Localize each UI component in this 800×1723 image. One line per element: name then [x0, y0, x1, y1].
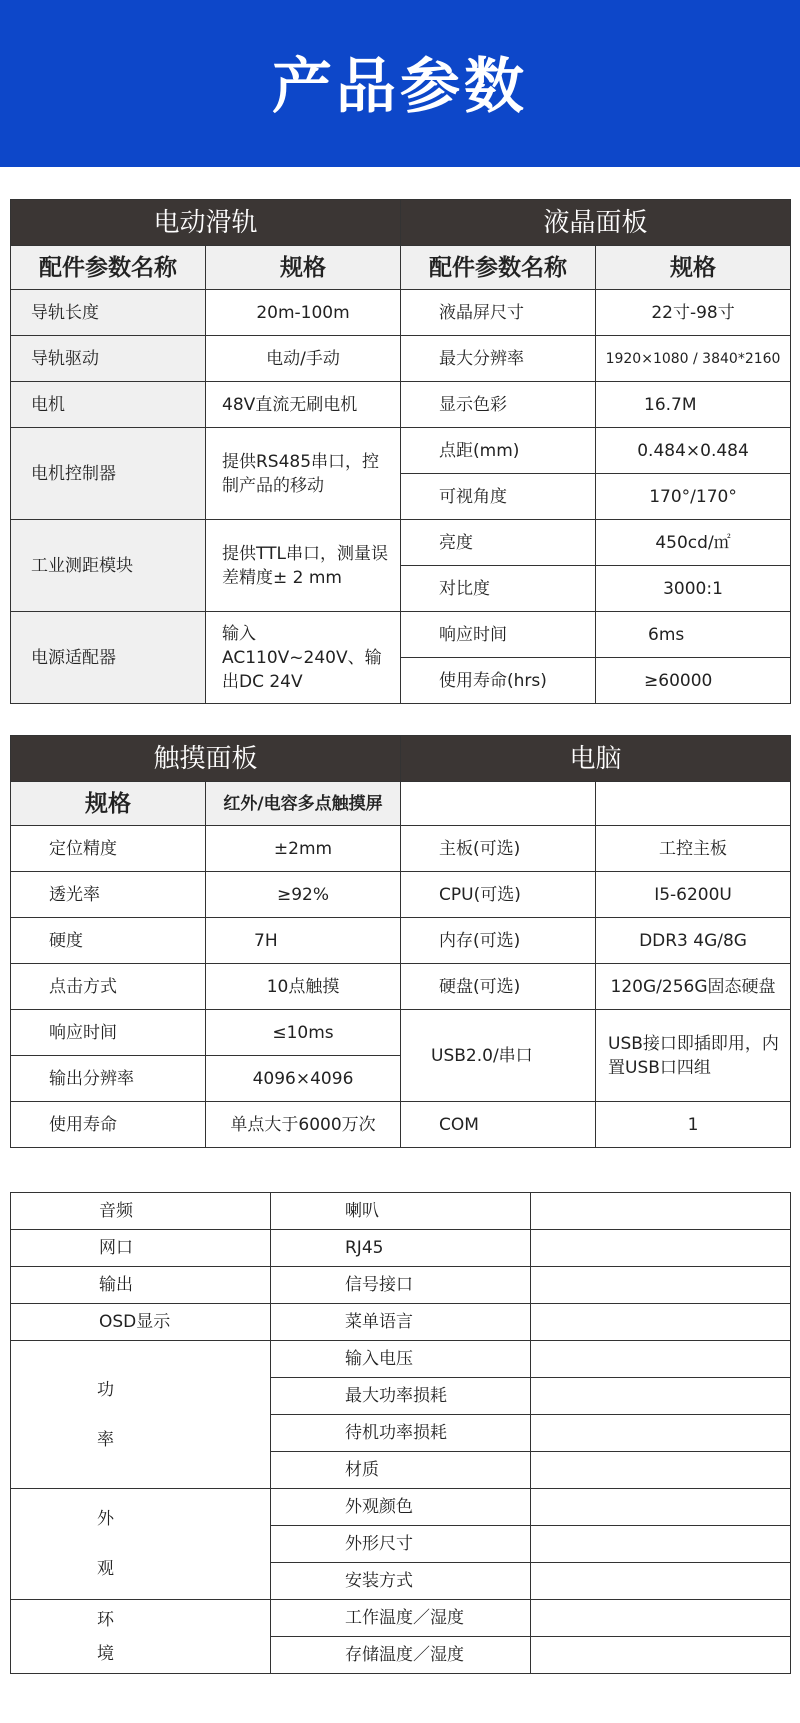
section-title-rail: 电动滑轨 — [11, 200, 401, 246]
touch-param-name: 透光率 — [11, 872, 206, 918]
pc-param-value: 1 — [596, 1102, 791, 1148]
general-category: 音频 — [11, 1193, 271, 1230]
general-item: 材质 — [271, 1452, 531, 1489]
pc-param-name: 硬盘(可选) — [401, 964, 596, 1010]
pc-param-value: I5-6200U — [596, 872, 791, 918]
general-value — [531, 1304, 791, 1341]
general-item: 喇叭 — [271, 1193, 531, 1230]
touch-param-name: 点击方式 — [11, 964, 206, 1010]
empty-cell — [596, 782, 791, 826]
pc-param-name: 内存(可选) — [401, 918, 596, 964]
lcd-param-name: 液晶屏尺寸 — [401, 290, 596, 336]
lcd-param-value: 22寸-98寸 — [596, 290, 791, 336]
general-value — [531, 1452, 791, 1489]
rail-param-name: 电机 — [11, 382, 206, 428]
rail-param-value: 输入AC110V~240V、输出DC 24V — [206, 612, 401, 704]
general-value — [531, 1637, 791, 1674]
col-header-name: 配件参数名称 — [11, 246, 206, 290]
lcd-param-name: 点距(mm) — [401, 428, 596, 474]
lcd-param-name: 响应时间 — [401, 612, 596, 658]
col-header-touch-type: 红外/电容多点触摸屏 — [206, 782, 401, 826]
general-item: 安装方式 — [271, 1563, 531, 1600]
rail-param-value: 20m-100m — [206, 290, 401, 336]
rail-param-value: 提供TTL串口，测量误差精度± 2 mm — [206, 520, 401, 612]
pc-param-name: USB2.0/串口 — [401, 1010, 596, 1102]
spec-table-rail-lcd — [10, 199, 791, 704]
lcd-param-value: 1920×1080 / 3840*2160 — [596, 336, 791, 382]
rail-param-name: 导轨长度 — [11, 290, 206, 336]
lcd-param-value: 16.7M — [596, 382, 791, 428]
general-item: 存储温度／湿度 — [271, 1637, 531, 1674]
lcd-param-value: 450cd/㎡ — [596, 520, 791, 566]
general-item: 菜单语言 — [271, 1304, 531, 1341]
general-value — [531, 1341, 791, 1378]
col-header-name: 配件参数名称 — [401, 246, 596, 290]
general-value — [531, 1415, 791, 1452]
pc-param-name: CPU(可选) — [401, 872, 596, 918]
lcd-param-name: 最大分辨率 — [401, 336, 596, 382]
spec-table-general — [10, 1192, 791, 1674]
lcd-param-value: 0.484×0.484 — [596, 428, 791, 474]
touch-param-value: 10点触摸 — [206, 964, 401, 1010]
rail-param-name: 工业测距模块 — [11, 520, 206, 612]
rail-param-name: 电源适配器 — [11, 612, 206, 704]
spec-table-touch-pc — [10, 735, 791, 1148]
general-item: 外观颜色 — [271, 1489, 531, 1526]
rail-param-value: 提供RS485串口，控制产品的移动 — [206, 428, 401, 520]
touch-param-value: 4096×4096 — [206, 1056, 401, 1102]
lcd-param-value: 3000:1 — [596, 566, 791, 612]
category-char: 境 — [97, 1643, 114, 1664]
lcd-param-value: ≥60000 — [596, 658, 791, 704]
col-header-spec: 规格 — [596, 246, 791, 290]
general-value — [531, 1230, 791, 1267]
general-category: OSD显示 — [11, 1304, 271, 1341]
touch-param-value: 7H — [206, 918, 401, 964]
touch-param-value: ≥92% — [206, 872, 401, 918]
empty-cell — [401, 782, 596, 826]
general-value — [531, 1193, 791, 1230]
rail-param-name: 电机控制器 — [11, 428, 206, 520]
lcd-param-name: 对比度 — [401, 566, 596, 612]
lcd-param-name: 可视角度 — [401, 474, 596, 520]
section-title-touch: 触摸面板 — [11, 736, 401, 782]
lcd-param-name: 使用寿命(hrs) — [401, 658, 596, 704]
general-item: 输入电压 — [271, 1341, 531, 1378]
general-value — [531, 1526, 791, 1563]
pc-param-value: 120G/256G固态硬盘 — [596, 964, 791, 1010]
general-category: 输出 — [11, 1267, 271, 1304]
general-item: 工作温度／湿度 — [271, 1600, 531, 1637]
general-item: 最大功率损耗 — [271, 1378, 531, 1415]
touch-param-name: 响应时间 — [11, 1010, 206, 1056]
category-char: 外 — [97, 1509, 114, 1529]
lcd-param-name: 显示色彩 — [401, 382, 596, 428]
general-value — [531, 1600, 791, 1637]
header-banner — [0, 0, 800, 167]
touch-param-name: 硬度 — [11, 918, 206, 964]
category-power — [11, 1341, 271, 1489]
pc-param-value: 工控主板 — [596, 826, 791, 872]
rail-param-value: 电动/手动 — [206, 336, 401, 382]
section-title-lcd: 液晶面板 — [401, 200, 791, 246]
category-char: 率 — [97, 1429, 114, 1450]
lcd-param-value: 6ms — [596, 612, 791, 658]
general-value — [531, 1267, 791, 1304]
pc-param-value: DDR3 4G/8G — [596, 918, 791, 964]
category-char: 环 — [97, 1609, 114, 1630]
general-value — [531, 1563, 791, 1600]
touch-param-name: 使用寿命 — [11, 1102, 206, 1148]
touch-param-value: ±2mm — [206, 826, 401, 872]
lcd-param-value: 170°/170° — [596, 474, 791, 520]
page-title: 产品参数 — [272, 51, 528, 122]
pc-param-name: 主板(可选) — [401, 826, 596, 872]
general-item: 外形尺寸 — [271, 1526, 531, 1563]
general-item: 信号接口 — [271, 1267, 531, 1304]
touch-param-value: 单点大于6000万次 — [206, 1102, 401, 1148]
category-char: 观 — [97, 1559, 114, 1579]
touch-param-name: 定位精度 — [11, 826, 206, 872]
section-title-pc: 电脑 — [401, 736, 791, 782]
pc-param-name: COM — [401, 1102, 596, 1148]
general-item: RJ45 — [271, 1230, 531, 1267]
pc-param-value: USB接口即插即用，内置USB口四组 — [596, 1010, 791, 1102]
touch-param-name: 输出分辨率 — [11, 1056, 206, 1102]
rail-param-name: 导轨驱动 — [11, 336, 206, 382]
general-category: 网口 — [11, 1230, 271, 1267]
category-char: 功 — [97, 1379, 114, 1400]
touch-param-value: ≤10ms — [206, 1010, 401, 1056]
general-value — [531, 1489, 791, 1526]
lcd-param-name: 亮度 — [401, 520, 596, 566]
category-look — [11, 1489, 271, 1600]
general-value — [531, 1378, 791, 1415]
col-header-spec: 规格 — [206, 246, 401, 290]
rail-param-value: 48V直流无刷电机 — [206, 382, 401, 428]
general-item: 待机功率损耗 — [271, 1415, 531, 1452]
col-header-spec: 规格 — [11, 782, 206, 826]
category-env — [11, 1600, 271, 1674]
